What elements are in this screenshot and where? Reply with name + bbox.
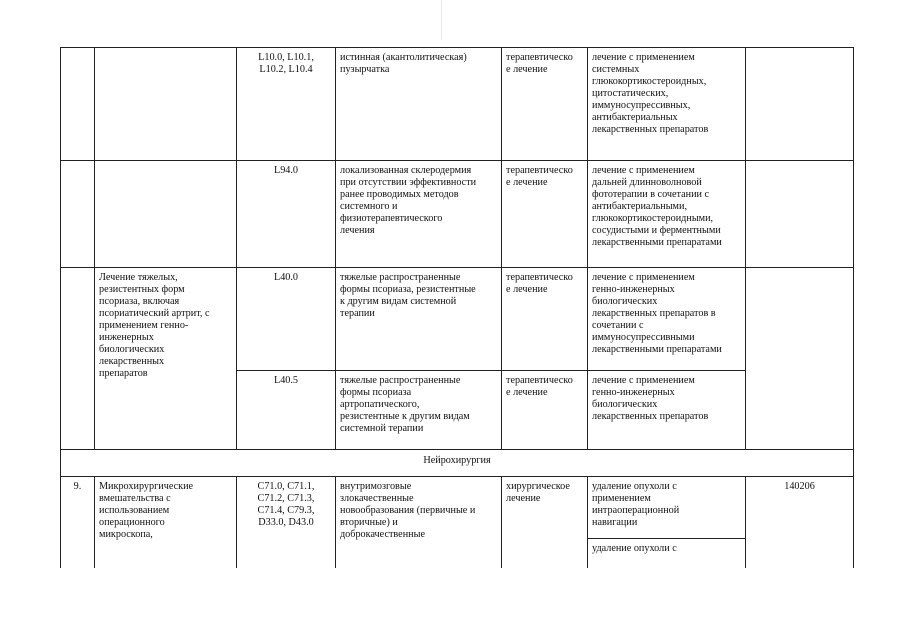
row-number-cell: 9. xyxy=(61,477,95,579)
treatment-type-cell: хирургическое лечение xyxy=(502,477,588,579)
section-header-row xyxy=(61,450,854,477)
treatment-type-cell: терапевтическо е лечение xyxy=(502,268,588,371)
row-number-cell xyxy=(61,268,95,450)
row-number-cell xyxy=(61,161,95,268)
funding-cell xyxy=(746,161,854,268)
icd-code-cell: L40.5 xyxy=(237,371,336,450)
care-type-cell xyxy=(95,48,237,161)
table-row xyxy=(61,477,854,539)
patient-model-cell: тяжелые распространенные формы псориаза, резистентные к другим видам системной терапии xyxy=(336,268,502,371)
treatment-type-cell: терапевтическо е лечение xyxy=(502,161,588,268)
funding-cell xyxy=(746,268,854,450)
treatment-type-cell: терапевтическо е лечение xyxy=(502,371,588,450)
treatment-method-cell: удаление опухоли с xyxy=(588,539,746,579)
table-row xyxy=(61,48,854,161)
patient-model-cell: внутримозговые злокачественные новообразования (первичные и вторичные) и доброкачественные xyxy=(336,477,502,579)
treatment-method-cell: лечение с применением дальней длинноволновой фототерапии в сочетании с антибактериальными, глюкокортикостероидными, сосудистыми и ферментными лекарственными препаратами xyxy=(588,161,746,268)
funding-cell: 140206 xyxy=(746,477,854,579)
icd-code-cell: C71.0, C71.1, C71.2, C71.3, C71.4, C79.3, D33.0, D43.0 xyxy=(237,477,336,579)
patient-model-cell: тяжелые распространенные формы псориаза артропатического, резистентные к другим видам системной терапии xyxy=(336,371,502,450)
patient-model-cell: истинная (акантолитическая) пузырчатка xyxy=(336,48,502,161)
patient-model-cell: локализованная склеродермия при отсутствии эффективности ранее проводимых методов системного и физиотерапевтического лечения xyxy=(336,161,502,268)
care-type-cell: Микрохирургические вмешательства с использованием операционного микроскопа, xyxy=(95,477,237,579)
treatment-method-cell: лечение с применением генно-инженерных биологических лекарственных препаратов xyxy=(588,371,746,450)
care-type-cell: Лечение тяжелых, резистентных форм псориаза, включая псориатический артрит, с применением генно- инженерных биологических лекарственных препаратов xyxy=(95,268,237,450)
treatment-method-cell: лечение с применением системных глюкокортикостероидных, цитостатических, иммуносупрессивных, антибактериальных лекарственных препаратов xyxy=(588,48,746,161)
icd-code-cell: L94.0 xyxy=(237,161,336,268)
icd-code-cell: L10.0, L10.1, L10.2, L10.4 xyxy=(237,48,336,161)
table-row xyxy=(61,161,854,268)
scan-artifact-line xyxy=(441,0,442,40)
medical-care-table xyxy=(60,47,854,579)
row-number-cell xyxy=(61,48,95,161)
page-bottom-margin xyxy=(0,568,905,640)
funding-cell xyxy=(746,48,854,161)
section-title: Нейрохирургия xyxy=(61,450,854,477)
table-row xyxy=(61,268,854,371)
treatment-type-cell: терапевтическо е лечение xyxy=(502,48,588,161)
treatment-method-cell: лечение с применением генно-инженерных биологических лекарственных препаратов в сочетании с иммуносупрессивными лекарственными препаратами xyxy=(588,268,746,371)
treatment-method-cell: удаление опухоли с применением интраоперационной навигации xyxy=(588,477,746,539)
care-type-cell xyxy=(95,161,237,268)
icd-code-cell: L40.0 xyxy=(237,268,336,371)
